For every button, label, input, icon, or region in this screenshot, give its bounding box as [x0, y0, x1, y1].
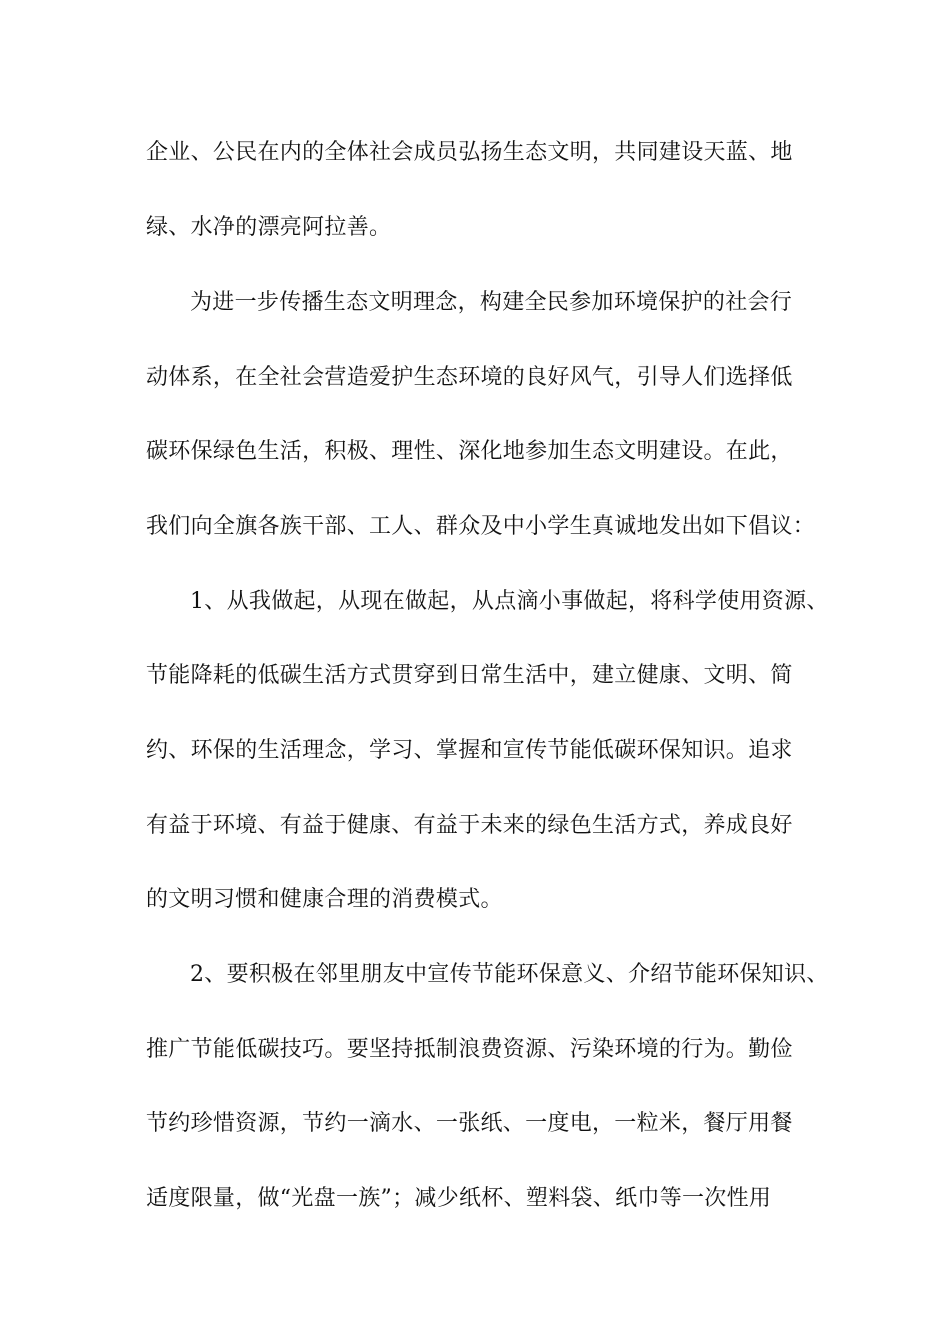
text-line: 推广节能低碳技巧。要坚持抵制浪费资源、污染环境的行为。勤俭: [146, 1037, 793, 1062]
text-line: 约、环保的生活理念，学习、掌握和宣传节能低碳环保知识。追求: [146, 738, 793, 763]
text-line: 的文明习惯和健康合理的消费模式。: [146, 887, 503, 912]
text-line: 适度限量，做“光盘一族”；减少纸杯、塑料袋、纸巾等一次性用: [146, 1186, 772, 1211]
text-line: 节约珍惜资源，节约一滴水、一张纸、一度电，一粒米，餐厅用餐: [146, 1111, 793, 1136]
text-line: 绿、水净的漂亮阿拉善。: [146, 215, 392, 240]
list-item-2-first-line: 2、要积极在邻里朋友中宣传节能环保意义、介绍节能环保知识、: [190, 962, 829, 987]
list-item-1-first-line: 1、从我做起，从现在做起，从点滴小事做起，将科学使用资源、: [190, 589, 829, 614]
text-line: 动体系，在全社会营造爱护生态环境的良好风气，引导人们选择低: [146, 365, 793, 390]
paragraph-first-line: 为进一步传播生态文明理念，构建全民参加环境保护的社会行: [190, 290, 793, 315]
text-line: 有益于环境、有益于健康、有益于未来的绿色生活方式，养成良好: [146, 813, 793, 838]
text-line: 节能降耗的低碳生活方式贯穿到日常生活中，建立健康、文明、简: [146, 663, 793, 688]
text-line: 我们向全旗各族干部、工人、群众及中小学生真诚地发出如下倡议：: [146, 514, 816, 539]
text-line: 碳环保绿色生活，积极、理性、深化地参加生态文明建设。在此，: [146, 439, 793, 464]
text-line: 企业、公民在内的全体社会成员弘扬生态文明，共同建设天蓝、地: [146, 140, 793, 165]
